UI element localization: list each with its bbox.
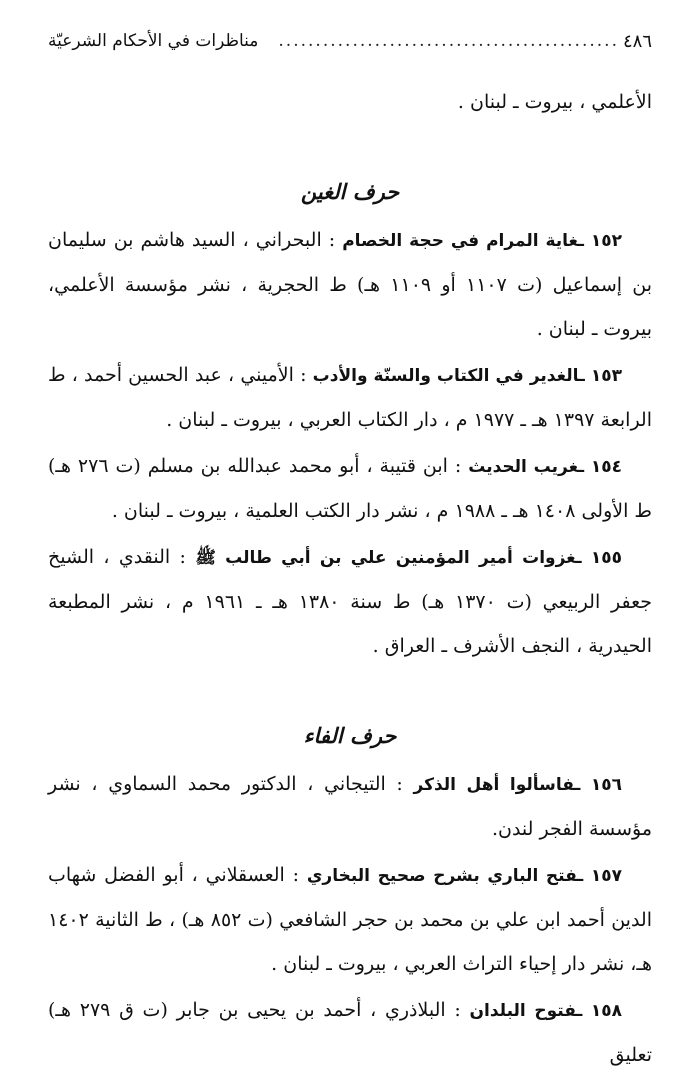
entry-text: : العسقلاني ، أبو الفضل شهاب الدين أحمد ابن علي بن محمد بن حجر الشافعي (ت ٨٥٢ هـ) ، ط الثانية ١٤٠٢ هـ، نشر دار إحياء التراث العربي ، بيروت ـ لبنان . <box>48 864 653 975</box>
entry-number: ١٥٧ ـ <box>577 866 622 886</box>
entry-157 <box>48 853 652 986</box>
entry-title: غزوات أمير المؤمنين علي بن أبي طالب ﷺ <box>195 548 576 568</box>
entry-text: : التيجاني ، الدكتور محمد السماوي ، نشر مؤسسة الفجر لندن. <box>48 773 652 840</box>
entry-title: غاية المرام في حجة الخصام <box>342 231 579 251</box>
header-leader-dots: .............................................. <box>278 31 619 51</box>
section-heading-fa: حرف الفاء <box>303 723 397 748</box>
entry-title: فاسألوا أهل الذكر <box>413 775 575 795</box>
entry-156 <box>48 762 652 851</box>
entry-text: : ابن قتيبة ، أبو محمد عبدالله بن مسلم (ت ٢٧٦ هـ) ط الأولى ١٤٠٨ هـ ـ ١٩٨٨ م ، نشر دار الكتب العلمية ، بيروت ـ لبنان . <box>48 455 652 522</box>
page-number: ٤٨٦ <box>622 30 652 52</box>
entry-153 <box>48 353 652 442</box>
section-heading-ghain: حرف الغين <box>300 179 400 204</box>
entry-152 <box>48 218 652 351</box>
entry-text: : البلاذري ، أحمد بن يحيى بن جابر (ت ق ٢٧٩ هـ) تعليق <box>48 999 652 1066</box>
entry-title: الغدير في الكتاب والسنّة والأدب <box>312 366 579 386</box>
entry-text: : النقدي ، الشيخ جعفر الربيعي (ت ١٣٧٠ هـ) ط سنة ١٣٨٠ هـ ـ ١٩٦١ م ، نشر المطبعة الحيدرية ، النجف الأشرف ـ العراق . <box>48 546 653 657</box>
entry-number: ١٥٨ ـ <box>576 1001 622 1021</box>
entry-number: ١٥٢ ـ <box>578 231 622 251</box>
running-header <box>48 28 652 54</box>
continuation-line: الأعلمي ، بيروت ـ لبنان . <box>457 91 652 113</box>
entry-number: ١٥٣ ـ <box>578 366 622 386</box>
entry-title: فتوح البلدان <box>469 1001 577 1021</box>
entry-154 <box>48 444 652 533</box>
entry-158 <box>48 988 652 1077</box>
entry-text: : البحراني ، السيد هاشم بن سليمان بن إسماعيل (ت ١١٠٧ أو ١١٠٩ هـ) ط الحجرية ، نشر مؤسسة الأعلمي، بيروت ـ لبنان . <box>48 229 652 340</box>
entry-title: فتح الباري بشرح صحيح البخاري <box>306 866 578 886</box>
entry-155 <box>48 535 652 668</box>
entry-number: ١٥٥ ـ <box>575 548 622 568</box>
page-body <box>48 80 652 1079</box>
book-title: مناظرات في الأحكام الشرعيّة <box>48 31 259 51</box>
entry-number: ١٥٤ ـ <box>578 457 622 477</box>
entry-title: غريب الحديث <box>468 457 579 477</box>
entry-text: : الأميني ، عبد الحسين أحمد ، ط الرابعة ١٣٩٧ هـ ـ ١٩٧٧ م ، دار الكتاب العربي ، بيروت ـ لبنان . <box>48 364 652 431</box>
entry-number: ١٥٦ ـ <box>574 775 622 795</box>
